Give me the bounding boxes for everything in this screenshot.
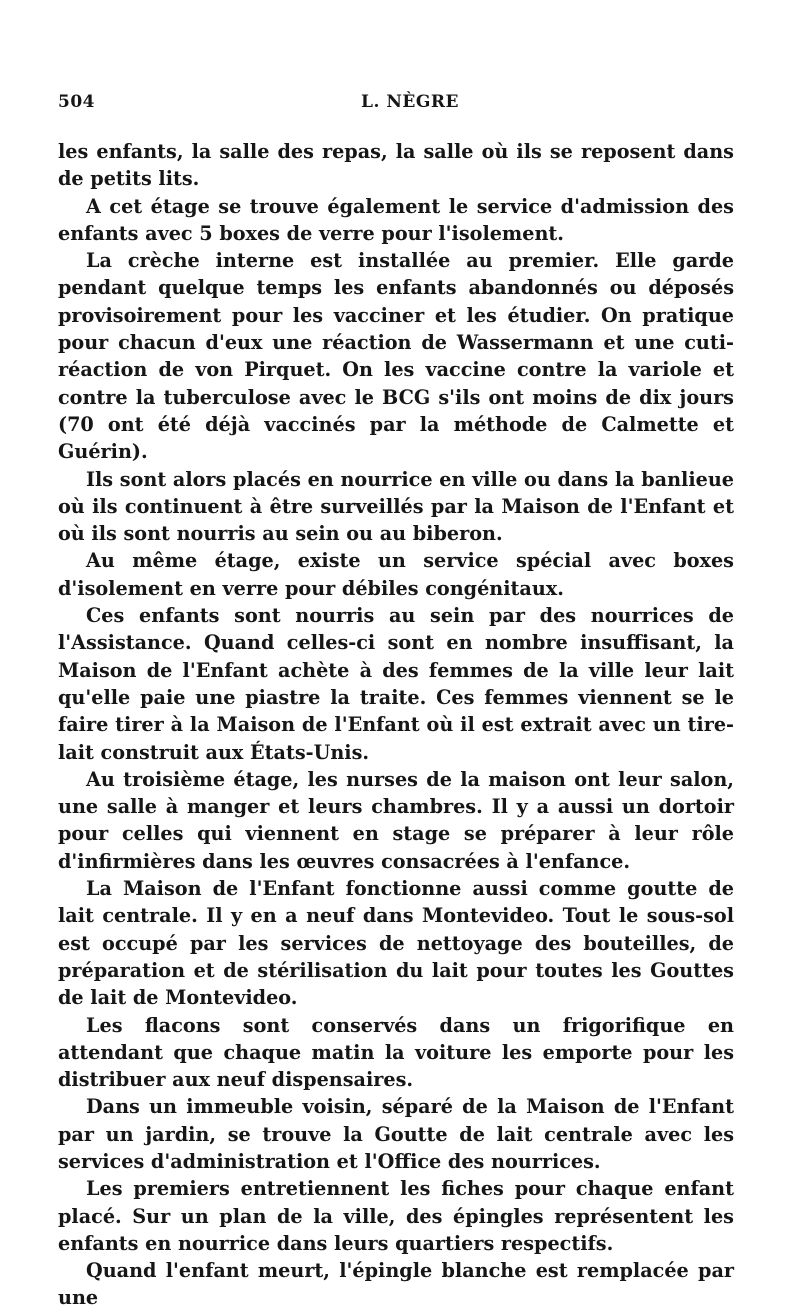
paragraph: Ces enfants sont nourris au sein par des nourrices de l'Assistance. Quand celles-ci sont en nombre insuffisant, la Maison de l'Enfant achète à des femmes de la ville leur lait qu'elle paie une piastre la traite. Ces femmes viennent se le faire tirer à la Maison de l'Enfant où il est extrait avec un tire-lait construit aux États-Unis. bbox=[58, 604, 734, 764]
running-head-author: L. NÈGRE bbox=[361, 92, 459, 112]
paragraph: La crèche interne est installée au premier. Elle garde pendant quelque temps les enfants abandonnés ou déposés provisoirement pour les vacciner et les étudier. On pratique pour chacun d'eux une réaction de Wassermann et une cuti-réaction de von Pirquet. On les vaccine contre la variole et contre la tuberculose avec le BCG s'ils ont moins de dix jours (70 ont été déjà vaccinés par la méthode de Calmette et Guérin). bbox=[58, 249, 734, 464]
paragraph: Quand l'enfant meurt, l'épingle blanche est remplacée par une bbox=[58, 1259, 734, 1310]
body-text bbox=[58, 138, 734, 1312]
running-head bbox=[58, 92, 762, 120]
paragraph: La Maison de l'Enfant fonctionne aussi comme goutte de lait centrale. Il y en a neuf dans Montevideo. Tout le sous-sol est occupé par les services de nettoyage des bouteilles, de préparation et de stérilisation du lait pour toutes les Gouttes de lait de Montevideo. bbox=[58, 877, 734, 1010]
paragraph: A cet étage se trouve également le service d'admission des enfants avec 5 boxes de verre pour l'isolement. bbox=[58, 194, 734, 245]
paragraph: Les flacons sont conservés dans un frigorifique en attendant que chaque matin la voiture les emporte pour les distribuer aux neuf dispensaires. bbox=[58, 1013, 734, 1092]
paragraph: Au troisième étage, les nurses de la maison ont leur salon, une salle à manger et leurs chambres. Il y a aussi un dortoir pour celles qui viennent en stage se préparer à leur rôle d'infirmières dans les œuvres consacrées à l'enfance. bbox=[58, 767, 734, 873]
page-number: 504 bbox=[58, 92, 95, 112]
paragraph: Ils sont alors placés en nourrice en ville ou dans la banlieue où ils continuent à être surveillés par la Maison de l'Enfant et où ils sont nourris au sein ou au biberon. bbox=[58, 467, 734, 546]
paragraph-continuation: les enfants, la salle des repas, la salle où ils se reposent dans de petits lits. bbox=[58, 140, 734, 191]
paragraph: Dans un immeuble voisin, séparé de la Maison de l'Enfant par un jardin, se trouve la Goutte de lait centrale avec les services d'administration et l'Office des nourrices. bbox=[58, 1095, 734, 1173]
paragraph: Les premiers entretiennent les fiches pour chaque enfant placé. Sur un plan de la ville, des épingles représentent les enfants en nourrice dans leurs quartiers respectifs. bbox=[58, 1177, 734, 1255]
paragraph: Au même étage, existe un service spécial avec boxes d'isolement en verre pour débiles congénitaux. bbox=[58, 549, 734, 600]
